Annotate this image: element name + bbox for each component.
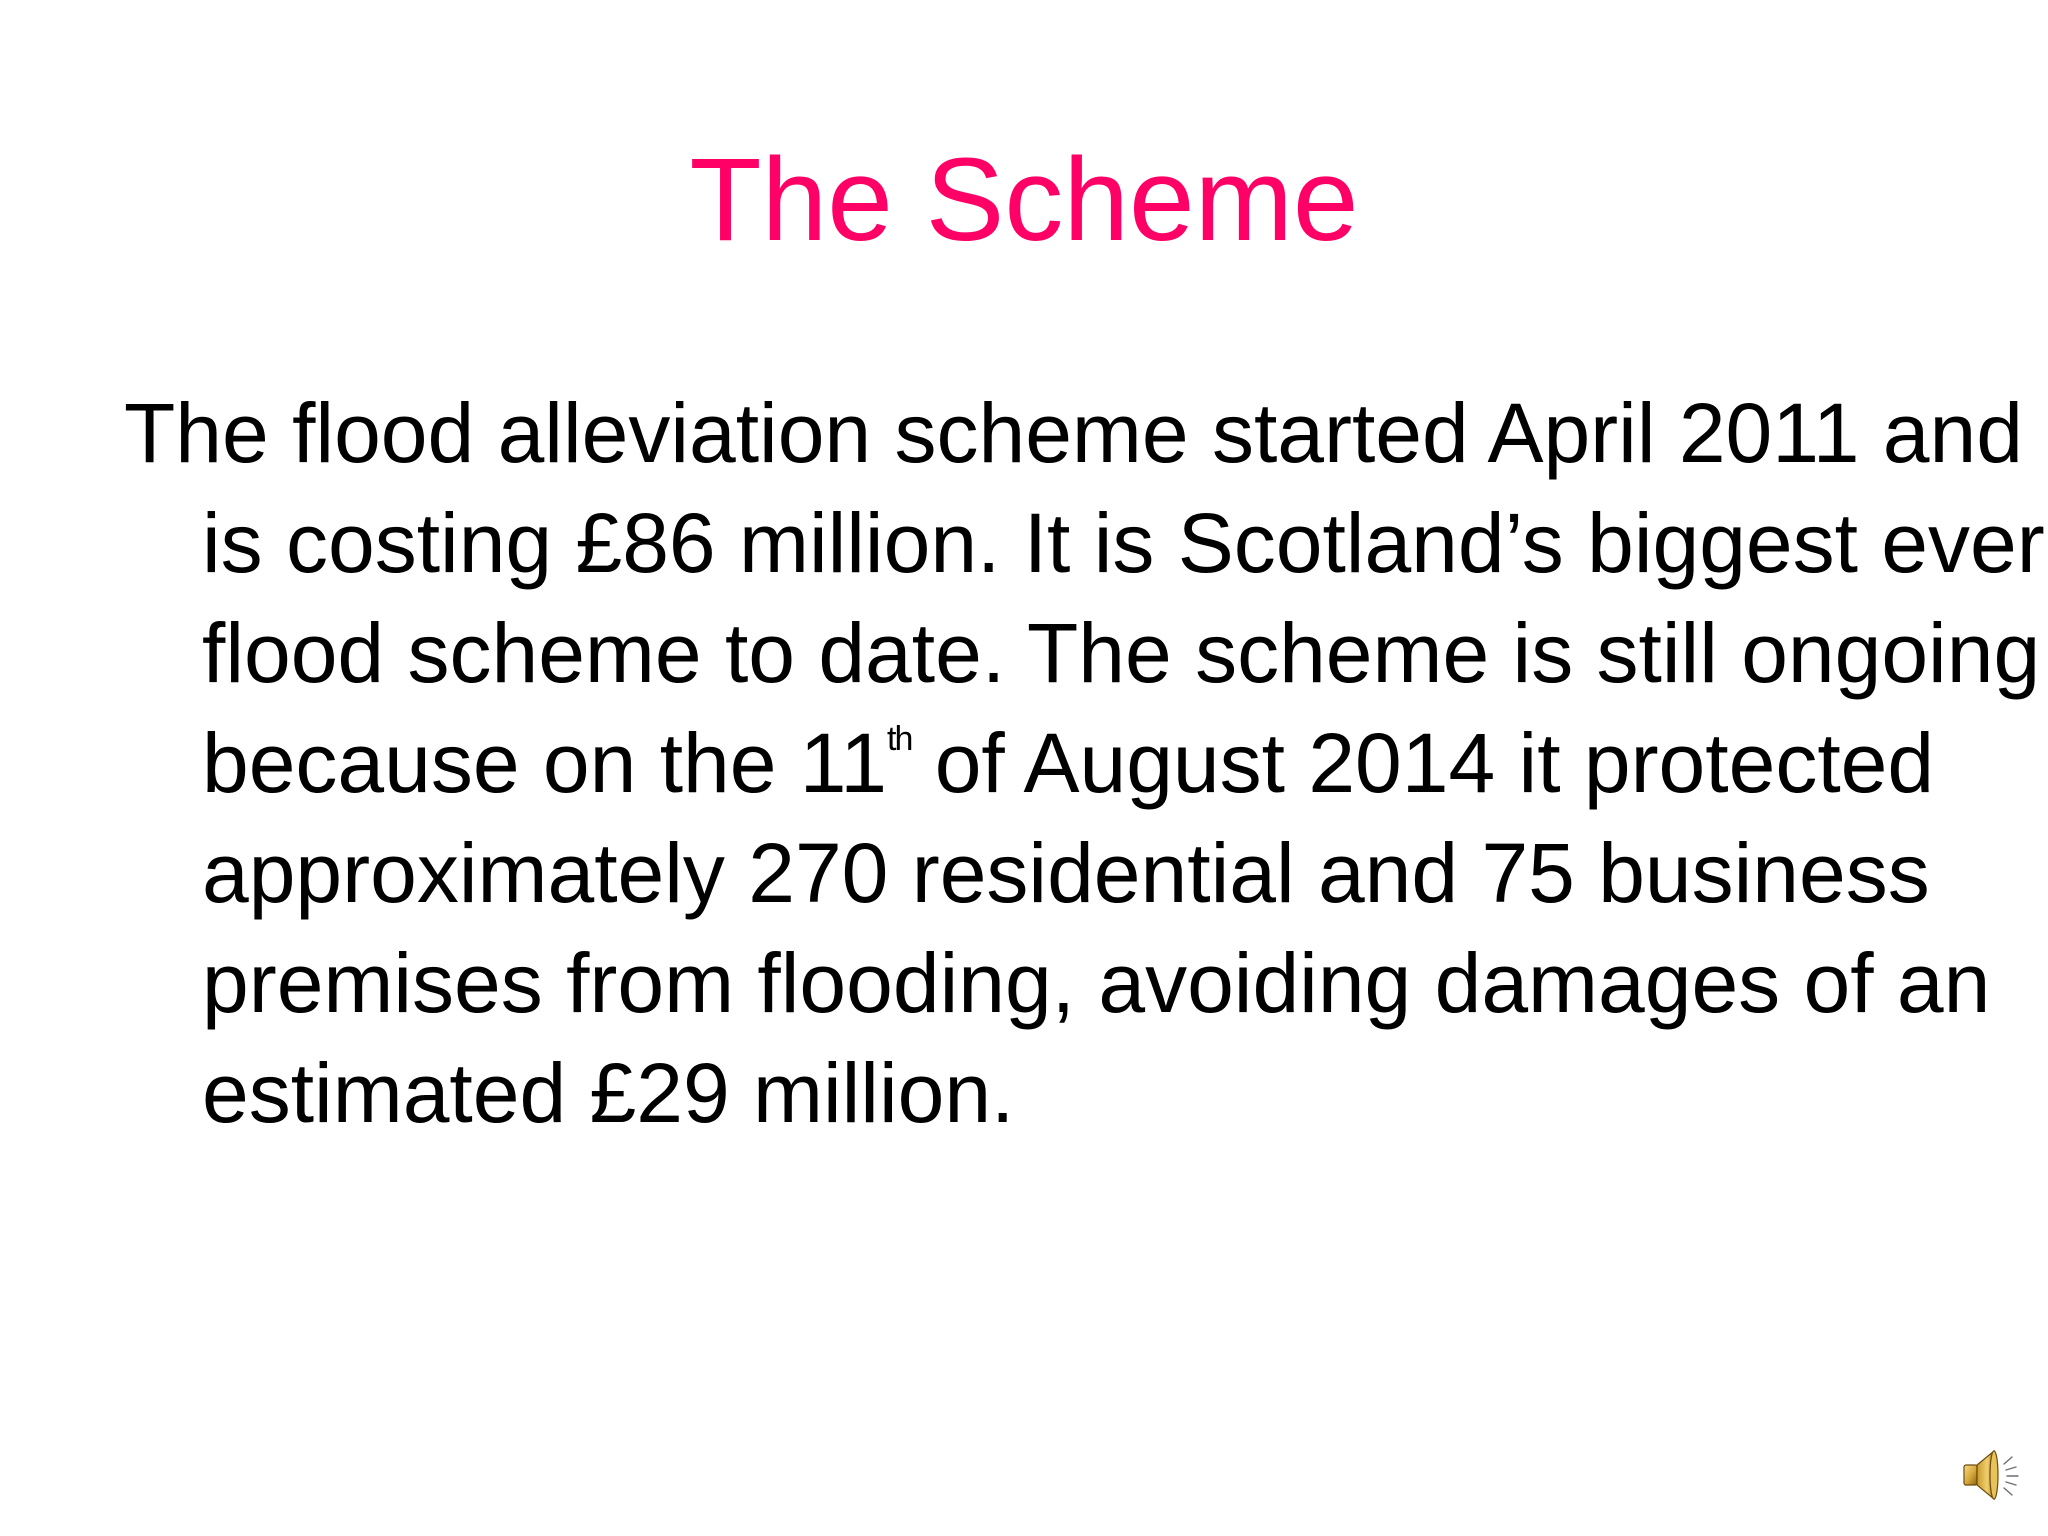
- body-text-part-1: The flood alleviation scheme started April 2011 and is costing £86 million. It is Scotland’s biggest ever flood scheme to date. The scheme is still ongoing because on the 11: [124, 386, 2045, 810]
- audio-playback-button[interactable]: [1956, 1440, 2026, 1510]
- speaker-icon: [1956, 1440, 2026, 1510]
- body-text-part-2: of August 2014 it protected approximately 270 residential and 75 business premises from flooding, avoiding damages of an estimated £29 million.: [202, 716, 1991, 1140]
- slide-body-text: [124, 378, 2048, 1148]
- slide-title: The Scheme: [689, 134, 1359, 266]
- ordinal-superscript: th: [887, 720, 912, 758]
